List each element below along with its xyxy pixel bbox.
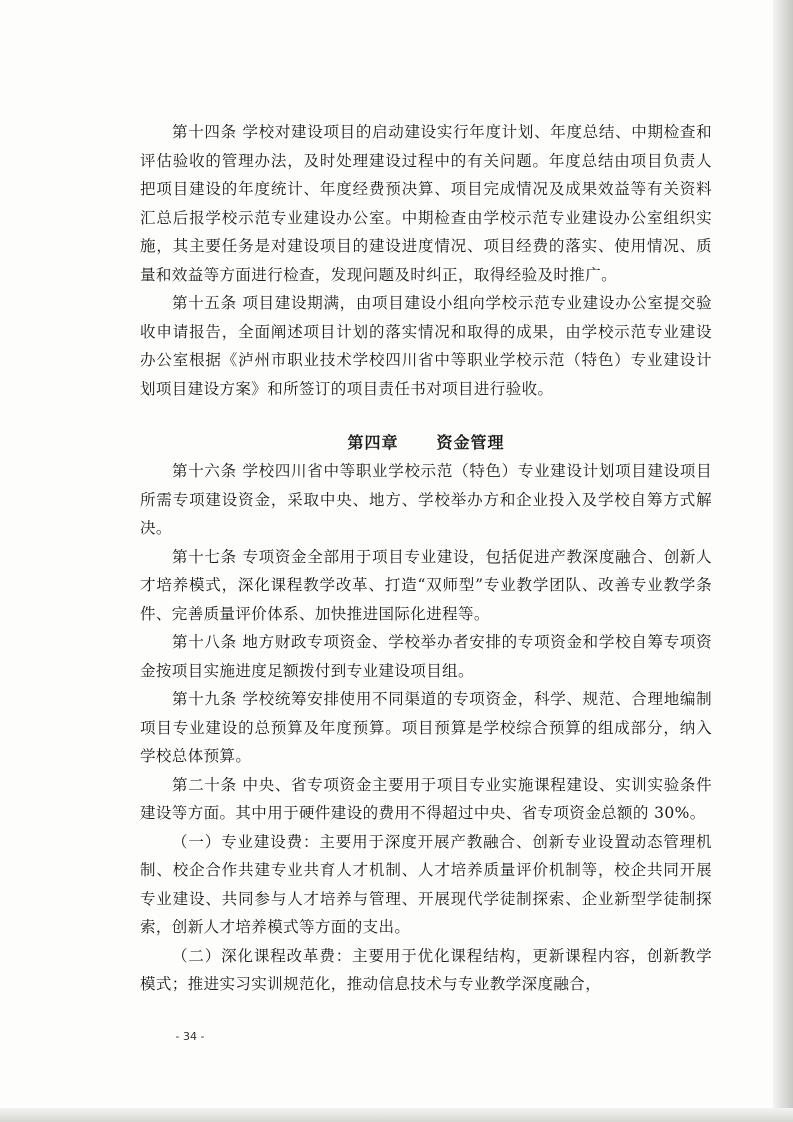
article-18: 第十八条 地方财政专项资金、学校举办者安排的专项资金和学校自筹专项资金按项目实施进度足额拨付到专业建设项目组。 bbox=[140, 633, 712, 680]
page-number: - 34 - bbox=[175, 1030, 205, 1043]
article-14: 第十四条 学校对建设项目的启动建设实行年度计划、年度总结、中期检查和评估验收的管理办法，及时处理建设过程中的有关问题。年度总结由项目负责人把项目建设的年度统计、年度经费预决算、项目完成情况及成果效益等有关资料汇总后报学校示范专业建设办公室。中期检查由学校示范专业建设办公室组织实施，其主要任务是对建设项目的建设进度情况、项目经费的落实、使用情况、质量和效益等方面进行检查，发现问题及时纠正，取得经验及时推广。 bbox=[140, 123, 712, 284]
article-15: 第十五条 项目建设期满，由项目建设小组向学校示范专业建设办公室提交验收申请报告，全面阐述项目计划的落实情况和取得的成果，由学校示范专业建设办公室根据《泸州市职业技术学校四川省中等职业学校示范（特色）专业建设计划项目建设方案》和所签订的项目责任书对项目进行验收。 bbox=[140, 294, 712, 398]
article-17: 第十七条 专项资金全部用于项目专业建设，包括促进产教深度融合、创新人才培养模式，深化课程教学改革、打造“双师型”专业教学团队、改善专业教学条件、完善质量评价体系、加快推进国际化进程等。 bbox=[140, 547, 712, 623]
page-edge-bottom bbox=[0, 1108, 793, 1122]
item-2-curriculum-reform: （二）深化课程改革费：主要用于优化课程结构，更新课程内容，创新教学模式；推进实习实训规范化，推动信息技术与专业教学深度融合， bbox=[140, 946, 712, 993]
article-16: 第十六条 学校四川省中等职业学校示范（特色）专业建设计划项目建设项目所需专项建设资金，采取中央、地方、学校举办方和企业投入及学校自筹方式解决。 bbox=[140, 462, 712, 537]
chapter-number: 第四章 bbox=[347, 433, 399, 452]
chapter-heading bbox=[140, 429, 712, 457]
article-19: 第十九条 学校统筹安排使用不同渠道的专项资金，科学、规范、合理地编制项目专业建设的总预算及年度预算。项目预算是学校综合预算的组成部分，纳入学校总体预算。 bbox=[140, 690, 712, 765]
chapter-title: 资金管理 bbox=[436, 433, 505, 452]
article-20: 第二十条 中央、省专项资金主要用于项目专业实施课程建设、实训实验条件建设等方面。其中用于硬件建设的费用不得超过中央、省专项资金总额的 30%。 bbox=[140, 775, 712, 822]
document-body bbox=[140, 118, 712, 999]
page-edge-right bbox=[773, 0, 793, 1122]
item-1-professional-construction: （一）专业建设费：主要用于深度开展产教融合、创新专业设置动态管理机制、校企合作共建专业共育人才机制、人才培养质量评价机制等，校企共同开展专业建设、共同参与人才培养与管理、开展现代学徒制探索、企业新型学徒制探索，创新人才培养模式等方面的支出。 bbox=[140, 832, 712, 936]
